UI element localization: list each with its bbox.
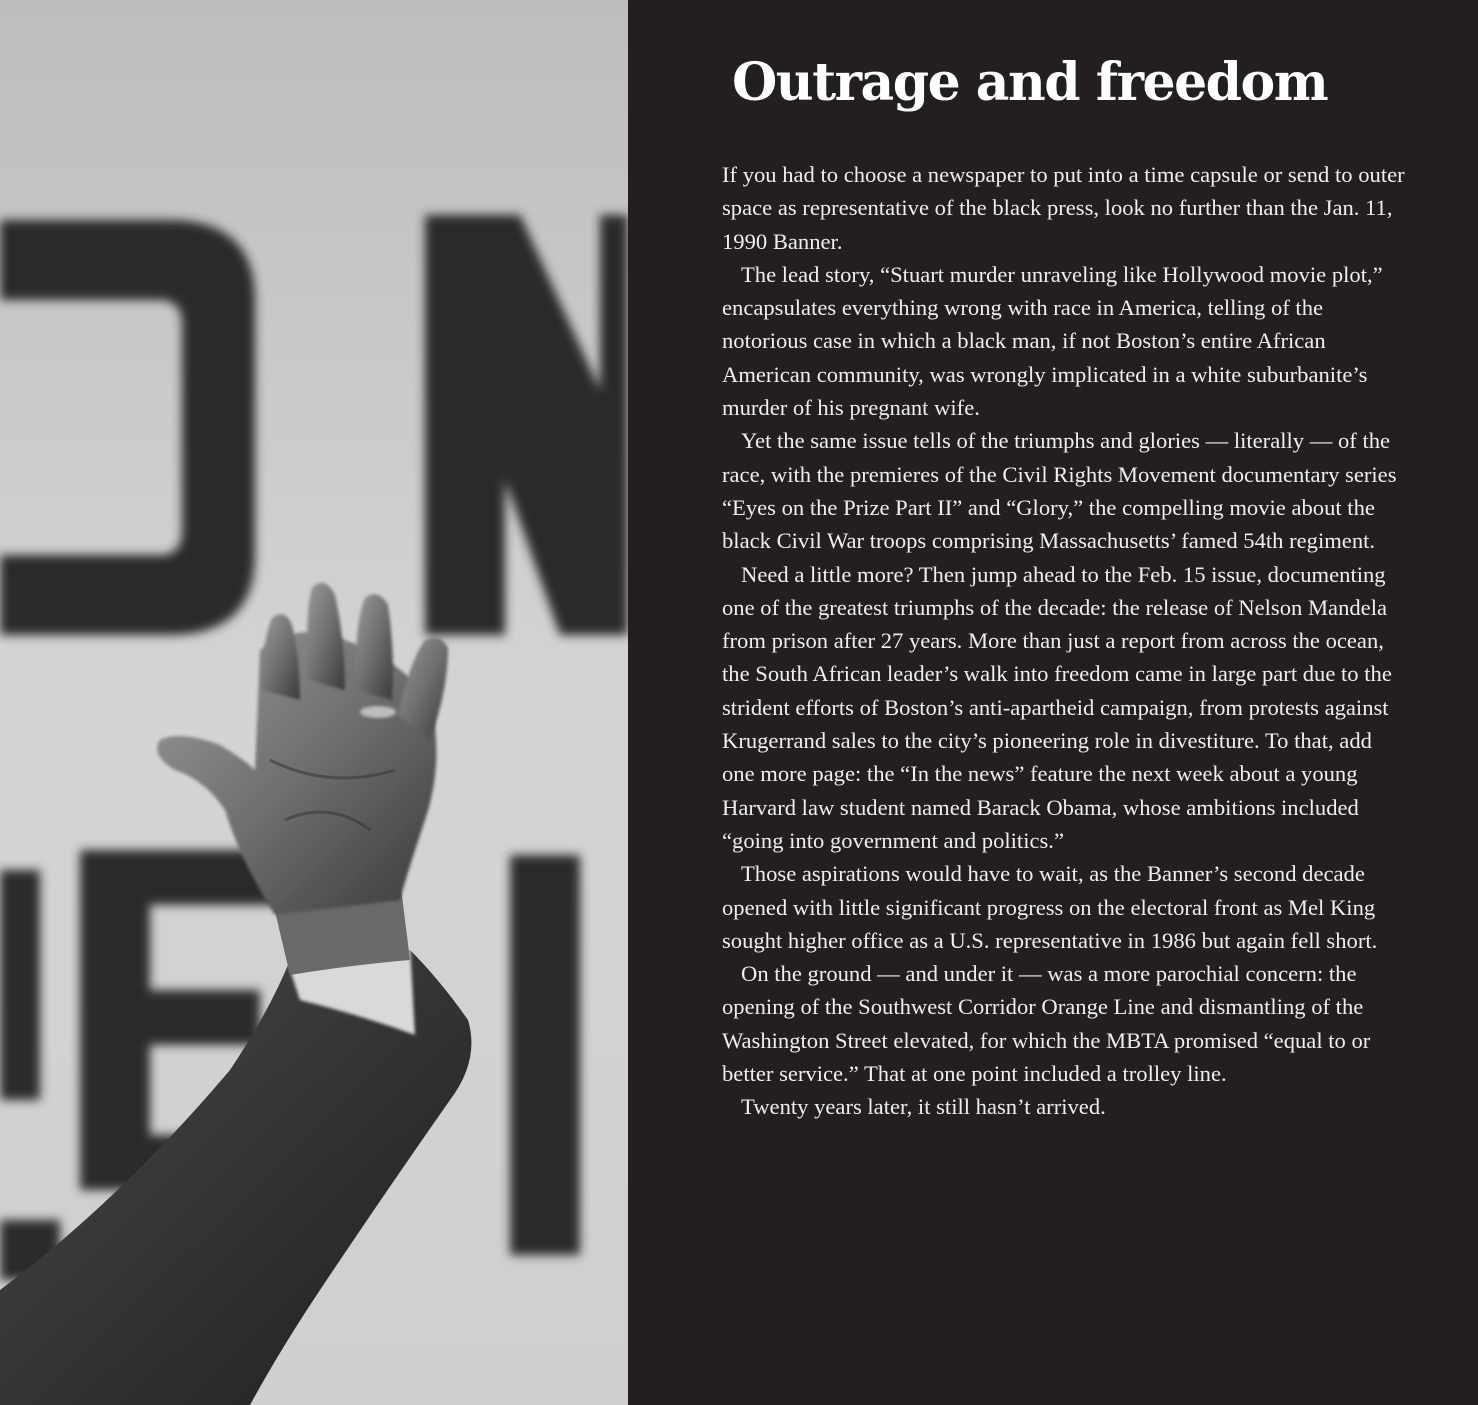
article-paragraph: Twenty years later, it still hasn’t arrived. xyxy=(741,1094,1106,1120)
article-paragraph: Those aspirations would have to wait, as the Banner’s second decade opened with little significant progress on the electoral front as Mel King sought higher office as a U.S. representative in 1986 but again fell short. xyxy=(722,861,1378,953)
article-panel xyxy=(628,0,1478,1405)
article-paragraph: The lead story, “Stuart murder unraveling like Hollywood movie plot,” encapsulates everything wrong with race in America, telling of the notorious case in which a black man, if not Boston’s entire African American community, was wrongly implicated in a white suburbanite’s murder of his pregnant wife. xyxy=(722,261,1383,421)
raised-hand-photo xyxy=(0,0,628,1405)
article-paragraph: Yet the same issue tells of the triumphs and glories — literally — of the race, with the premieres of the Civil Rights Movement documentary series “Eyes on the Prize Part II” and “Glory,” the compelling movie about the black Civil War troops comprising Massachusetts’ famed 54th regiment. xyxy=(722,428,1397,554)
photo-illustration xyxy=(0,0,628,1405)
article-paragraph: Need a little more? Then jump ahead to the Feb. 15 issue, documenting one of the greatest triumphs of the decade: the release of Nelson Mandela from prison after 27 years. More than just a report from across the ocean, the South African leader’s walk into freedom came in large part due to the strident efforts of Boston’s anti-apartheid campaign, from protests against Krugerrand sales to the city’s pioneering role in divestiture. To that, add one more page: the “In the news” feature the next week about a young Harvard law student named Barack Obama, whose ambitions included “going into government and politics.” xyxy=(722,561,1392,853)
article-headline: Outrage and freedom xyxy=(732,52,1328,113)
sign-letter-i xyxy=(510,855,580,1255)
article-body xyxy=(722,158,1406,1124)
sign-fragment-left xyxy=(0,870,40,1100)
ring xyxy=(360,706,396,718)
article-paragraph: If you had to choose a newspaper to put into a time capsule or send to outer space as representative of the black press, look no further than the Jan. 11, 1990 Banner. xyxy=(722,162,1405,254)
article-paragraph: On the ground — and under it — was a more parochial concern: the opening of the Southwest Corridor Orange Line and dismantling of the Washington Street elevated, for which the MBTA promised “equal to or better service.” That at one point included a trolley line. xyxy=(722,961,1371,1087)
